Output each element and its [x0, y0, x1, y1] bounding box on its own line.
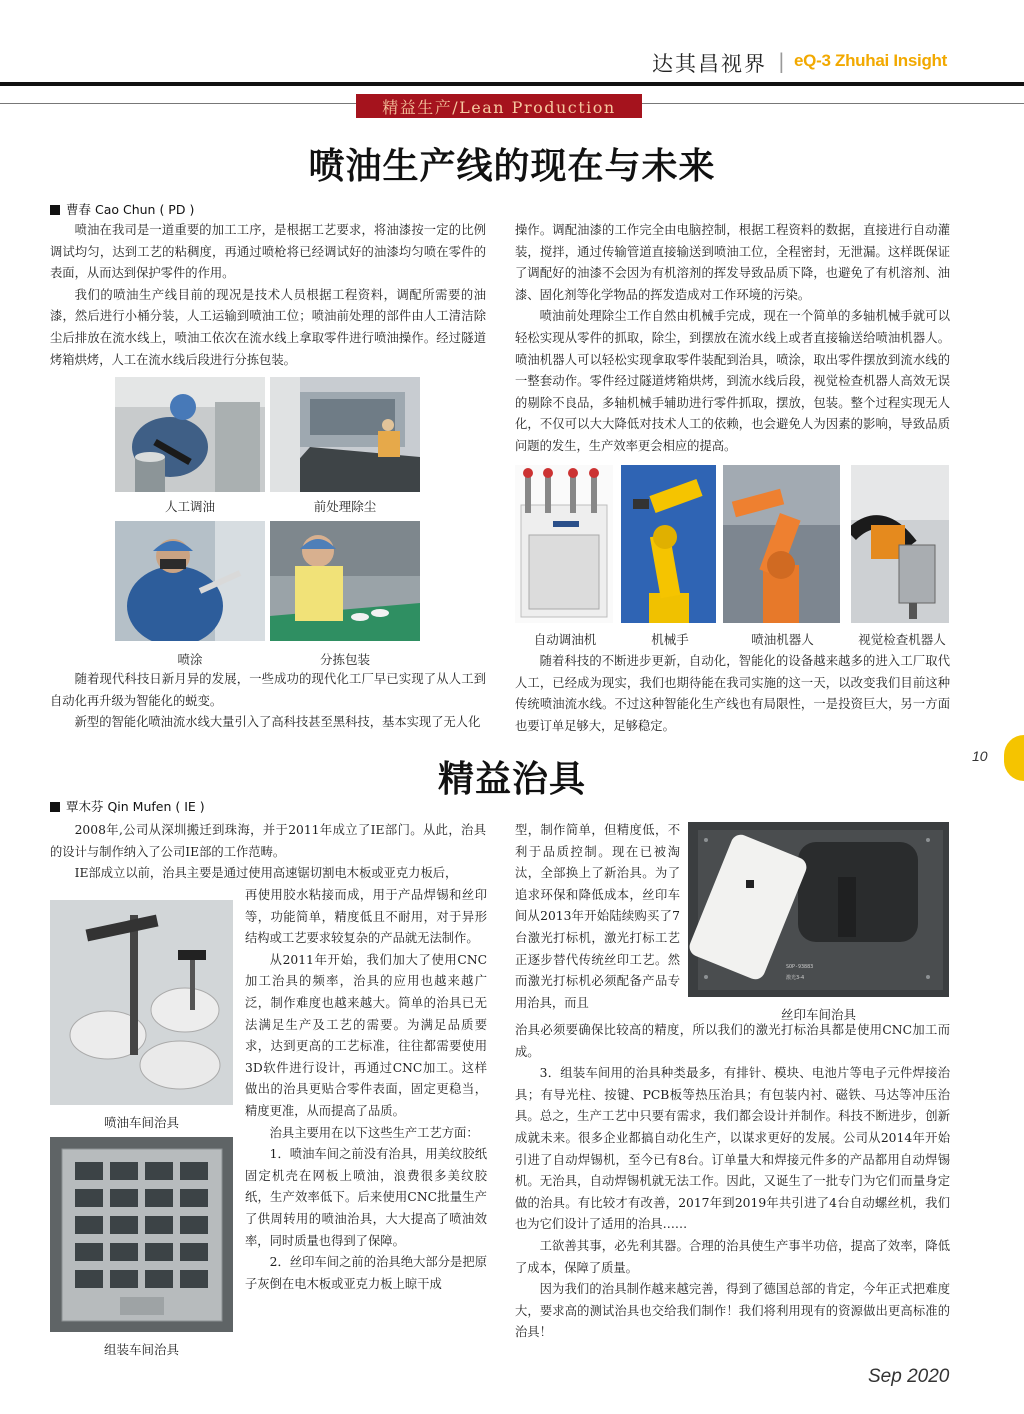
paragraph: 1．喷油车间之前没有治具，用美纹胶纸固定机壳在网板上喷油，浪费很多美纹胶纸，生产效率低下。后来使用CNC批量生产了供周转用的喷油治具，大大提高了喷油效率，同时质量也得到了保障。 [245, 1147, 487, 1248]
section-banner [356, 94, 642, 118]
caption: 人工调油 [164, 499, 215, 514]
brand-english: eQ-3 Zhuhai Insight [794, 51, 947, 70]
fixture-label-station: 激光3-4 [786, 975, 805, 981]
article1-title: 喷油生产线的现在与未来 [308, 145, 716, 187]
photo-auto-paint-mixer [515, 465, 613, 623]
caption: 丝印车间治具 [780, 1007, 856, 1022]
section-label: 精益生产/Lean Production [382, 97, 616, 117]
paragraph: 喷油前处理除尘工作自然由机械手完成，现在一个简单的多轴机械手就可以轻松实现从零件的抓取，除尘，到摆放在流水线上或者直接输送给喷油机器人。喷油机器人可以轻松实现拿取零件装配到治具，喷涂，取出零件摆放到流水线的一整套动作。零件经过隧道烤箱烘烤，到流水线后段，视觉检查机器人高效无误的剔除不良品，多轴机械手辅助进行零件抓取，摆放，包装。整个过程实现无人化，不仅可以大大降低对技术人工的依赖，也会避免人为因素的影响，导致品质问题的发生，生产效率更会相应的提高。 [515, 309, 950, 453]
article1-author [50, 200, 194, 218]
article2-right-top [515, 820, 680, 1014]
brand-chinese: 达其昌视界 [652, 52, 767, 76]
article2-author-name: 覃木芬 Qin Mufen ( IE ) [66, 799, 205, 814]
page-number: 10 [972, 748, 988, 764]
paragraph: 因为我们的治具制作越来越完善，得到了德国总部的肯定，今年正式把难度大，要求高的测试治具也交给我们制作！我们将利用现有的资源做出更高标准的治具！ [515, 1282, 950, 1340]
paragraph: 我们的喷油生产线目前的现况是技术人员根据工程资料，调配所需要的油漆，然后进行小桶分装，人工运输到喷油工位；喷油前处理的部件由人工清洁除尘后排放在流水线上，喷油工依次在流水线上拿取零件进行喷油操作。经过隧道烤箱烘烤，人工在流水线后段进行分拣包装。 [50, 287, 486, 367]
bullet-square-icon [50, 205, 60, 215]
photo-silkscreen-workshop-fixture [688, 822, 949, 997]
paragraph: 治具必须要确保比较高的精度，所以我们的激光打标治具都是使用CNC加工而成。 [515, 1023, 950, 1059]
paragraph: IE部成立以前，治具主要是通过使用高速锯切割电木板或亚克力板后， [74, 866, 458, 881]
paragraph: 随着现代科技日新月异的发展，一些成功的现代化工厂早已实现了从人工到自动化再升级为智能化的蜕变。 [50, 672, 486, 708]
caption: 自动调油机 [533, 632, 597, 647]
article1-left-column [50, 220, 486, 371]
photo-vision-inspection-robot [851, 465, 949, 623]
caption: 分拣包装 [319, 652, 370, 667]
article2-middle-column [245, 885, 487, 1295]
paragraph: 从2011年开始，我们加大了使用CNC加工治具的频率，治具的应用也越来越广泛，制作难度也越来越大。简单的治具已无法满足生产及工艺的需要。为满足品质要求，达到更高的工艺标准，往往都需要使用3D软件进行设计，再通过CNC加工。这样做出的治具更贴合零件表面，固定更稳当，精度更准，从而提高了品质。 [245, 952, 487, 1118]
photo-manual-paint-mixing [115, 377, 265, 492]
caption: 组装车间治具 [103, 1342, 179, 1357]
article1-left-bottom [50, 669, 486, 734]
article2-right-column [515, 1020, 950, 1344]
photo-spray-robot [723, 465, 840, 623]
paragraph: 3．组装车间用的治具种类最多，有排针、模块、电池片等电子元件焊接治具；有导光柱、按键、PCB板等热压治具；有包装内衬、磁铁、马达等冲压治具。总之，生产工艺中只要有需求，我们都会设计并制作。科技不断进步，创新成就未来。很多企业都搞自动化生产，以谋求更好的发展。公司从2014年开始引进了自动焊锡机，至今已有8台。订单量大和焊接元件多的产品都用自动焊锡机。无治具，自动焊锡机就无法工作。因此，又诞生了一批专门为它们而量身定做的治具。有比较才有改善，2017年到2019年共引进了4台自动螺丝机，我们也为它们设计了适用的治具…… [515, 1066, 950, 1232]
photo-spray-workshop-fixture [50, 900, 233, 1105]
article1-author-name: 曹春 Cao Chun ( PD ) [66, 202, 195, 217]
photo-sorting-packing [270, 521, 420, 641]
photo-pretreatment-dust-removal [270, 377, 420, 492]
photo-spray-painting [115, 521, 265, 641]
article2-author [50, 797, 205, 815]
brand-separator: | [778, 49, 785, 73]
article2-intro [50, 820, 486, 885]
caption: 喷涂 [177, 652, 203, 667]
bullet-square-icon [50, 802, 60, 812]
caption: 视觉检查机器人 [858, 632, 946, 647]
paragraph: 工欲善其事，必先利其器。合理的治具使生产事半功倍，提高了效率，降低了成本，保障了质量。 [515, 1238, 950, 1275]
masthead [640, 48, 960, 76]
article1-right-column [515, 220, 950, 458]
paragraph: 操作。调配油漆的工作完全由电脑控制，根据工程资料的数据，直接进行自动灌装，搅拌，通过传输管道直接输送到喷油工位，全程密封，无泄漏。这样既保证了调配好的油漆不会因为有机溶剂的挥发导致品质下降，也避免了有机溶剂、油漆、固化剂等化学物品的挥发造成对工作环境的污染。 [515, 223, 950, 302]
photo-robot-arm [621, 465, 716, 623]
paragraph: 喷油在我司是一道重要的加工工序，是根据工艺要求，将油漆按一定的比例调试均匀，达到工艺的粘稠度，再通过喷枪将已经调试好的油漆均匀喷在零件的表面，从而达到保护零件的作用。 [50, 223, 486, 281]
article2-title: 精益治具 [437, 758, 586, 800]
paragraph: 再使用胶水粘接而成，用于产品焊锡和丝印等，功能简单，精度低且不耐用，对于异形结构或工艺要求较复杂的产品就无法制作。 [245, 888, 487, 946]
article1-right-bottom [515, 651, 950, 737]
caption: 机械手 [651, 632, 689, 647]
paragraph: 新型的智能化喷油流水线大量引入了高科技甚至黑科技，基本实现了无人化 [74, 715, 481, 730]
caption: 前处理除尘 [313, 499, 377, 514]
fixture-label-code: SOP-93883 [786, 964, 814, 970]
header-rule [0, 82, 1024, 86]
issue-date: Sep 2020 [868, 1366, 950, 1387]
caption: 喷油机器人 [751, 632, 814, 647]
photo-assembly-workshop-fixture [50, 1137, 233, 1332]
caption: 喷油车间治具 [103, 1115, 179, 1130]
paragraph: 型，制作简单，但精度低，不利于品质控制。现在已被淘汰，全部换上了新治具。为了追求环保和降低成本，丝印车间从2013年开始陆续购买了7台激光打标机，激光打标工艺正逐步替代传统丝印工艺。然而激光打标机必须配备产品专用治具，而且 [515, 823, 680, 1010]
paragraph: 随着科技的不断进步更新，自动化，智能化的设备越来越多的进入工厂取代人工，已经成为现实，我们也期待能在我司实施的这一天，以改变我们目前这种传统喷油流水线。不过这种智能化生产线也有局限性，一是投资巨大，另一方面也要订单足够大，足够稳定。 [515, 654, 950, 733]
paragraph: 2008年,公司从深圳搬迁到珠海，并于2011年成立了IE部门。从此，治具的设计与制作纳入了公司IE部的工作范畴。 [50, 823, 486, 859]
paragraph: 治具主要用在以下这些生产工艺方面： [269, 1125, 479, 1140]
paragraph: 2．丝印车间之前的治具绝大部分是把原子灰倒在电木板或亚克力板上晾干成 [245, 1255, 487, 1291]
